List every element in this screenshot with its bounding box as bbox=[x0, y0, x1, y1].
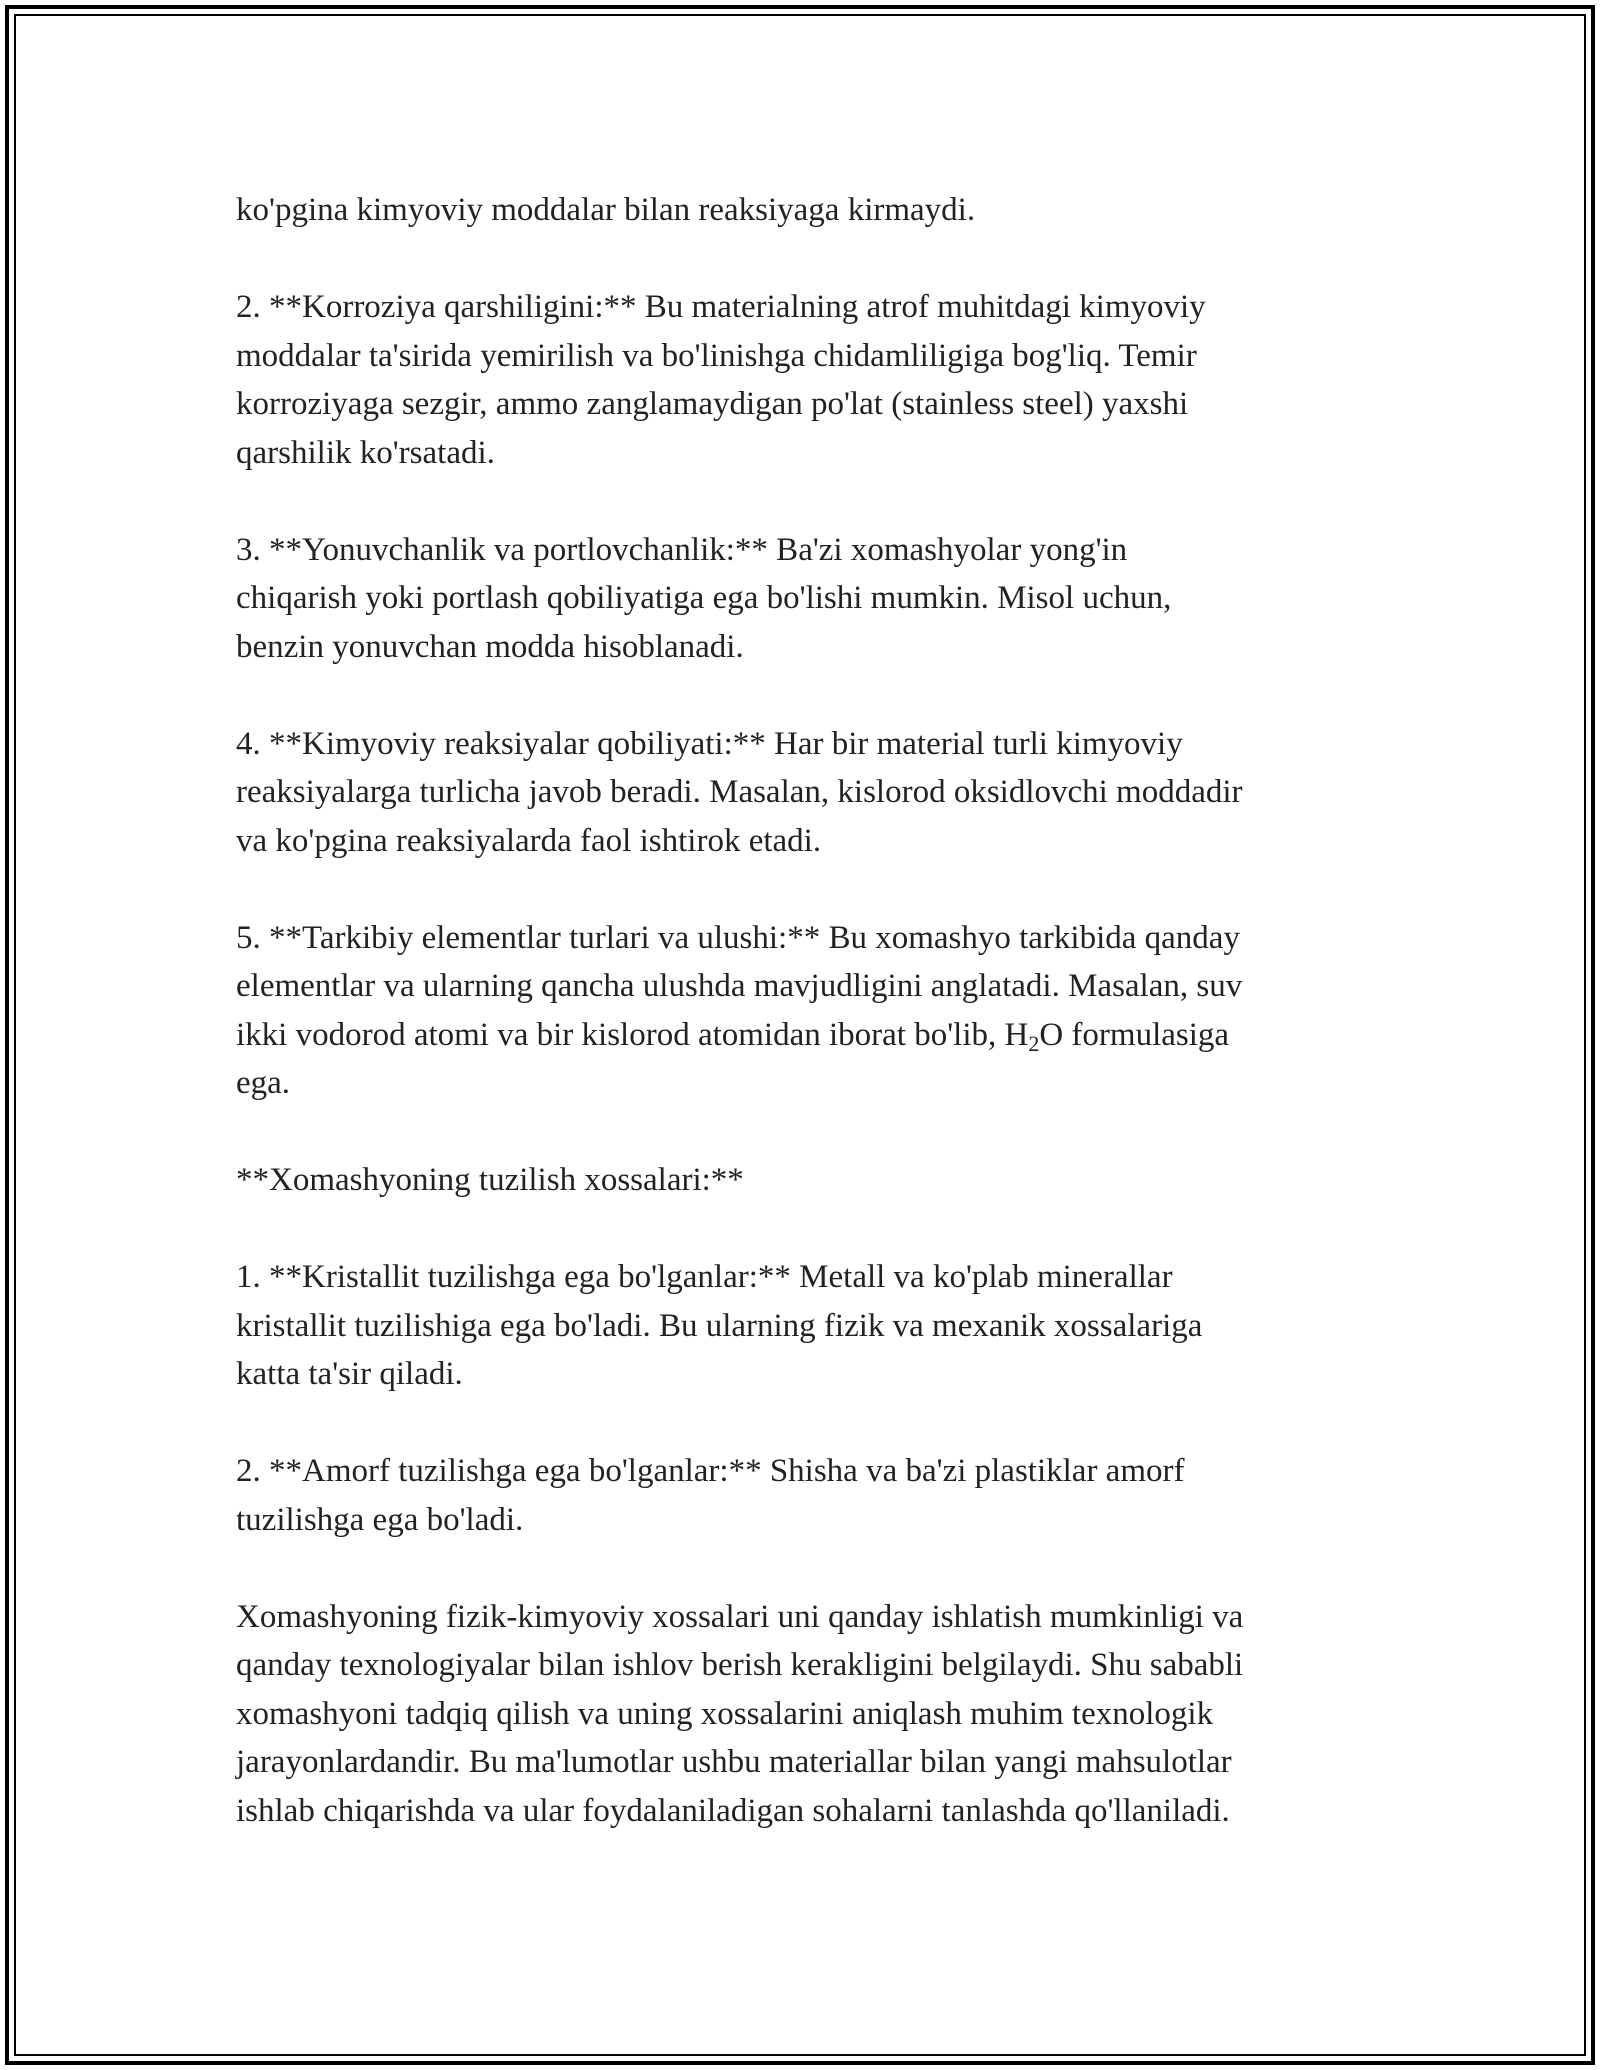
paragraph-amorphous-structure: 2. **Amorf tuzilishga ega bo'lganlar:** Shisha va ba'zi plastiklar amorf tuzilishga ega bo'ladi. bbox=[236, 1453, 1185, 1538]
paragraph-chemical-reactivity: 4. **Kimyoviy reaksiyalar qobiliyati:** Har bir material turli kimyoviy reaksiyalarga turlicha javob beradi. Masalan, kislorod oksidlovchi moddadir va ko'pgina reaksiyalarda faol ishtirok etadi. bbox=[236, 725, 1243, 859]
section-heading-structural-properties: **Xomashyoning tuzilish xossalari:** bbox=[236, 1162, 744, 1198]
paragraph-conclusion: Xomashyoning fizik-kimyoviy xossalari uni qanday ishlatish mumkinligi va qanday texnologiyalar bilan ishlov berish kerakligini belgilaydi. Shu sababli xomashyoni tadqiq qilish va uning xossalarini aniqlash muhim texnologik jarayonlardandir. Bu ma'lumotlar ushbu materiallar bilan yangi mahsulotlar ishlab chiqarishda va ular foydalaniladigan sohalarni tanlashda qo'llaniladi. bbox=[236, 1598, 1244, 1829]
water-formula-subscript: 2 bbox=[1028, 1030, 1040, 1056]
paragraph-composition-text-after: O formulasiga ega. bbox=[236, 1016, 1230, 1101]
paragraph-composition-text-before: 5. **Tarkibiy elementlar turlari va ulushi:** Bu xomashyo tarkibida qanday elementlar va ularning qancha ulushda mavjudligini anglatadi. Masalan, suv ikki vodorod atomi va bir kislorod atomidan iborat bo'lib, H bbox=[236, 919, 1243, 1053]
paragraph-continuation: ko'pgina kimyoviy moddalar bilan reaksiyaga kirmaydi. bbox=[236, 192, 976, 228]
paragraph-elemental-composition bbox=[236, 914, 1386, 1108]
paragraph-crystalline-structure: 1. **Kristallit tuzilishga ega bo'lganlar:** Metall va ko'plab minerallar kristallit tuzilishiga ega bo'ladi. Bu ularning fizik va mexanik xossalariga katta ta'sir qiladi. bbox=[236, 1259, 1203, 1392]
document-body bbox=[236, 186, 1386, 1884]
paragraph-corrosion-resistance: 2. **Korroziya qarshiligini:** Bu materialning atrof muhitdagi kimyoviy moddalar ta'sirida yemirilish va bo'linishga chidamliligiga bog'liq. Temir korroziyaga sezgir, ammo zanglamaydigan po'lat (stainless steel) yaxshi qarshilik ko'rsatadi. bbox=[236, 289, 1206, 471]
paragraph-flammability: 3. **Yonuvchanlik va portlovchanlik:** Ba'zi xomashyolar yong'in chiqarish yoki portlash qobiliyatiga ega bo'lishi mumkin. Misol uchun, benzin yonuvchan modda hisoblanadi. bbox=[236, 531, 1172, 665]
